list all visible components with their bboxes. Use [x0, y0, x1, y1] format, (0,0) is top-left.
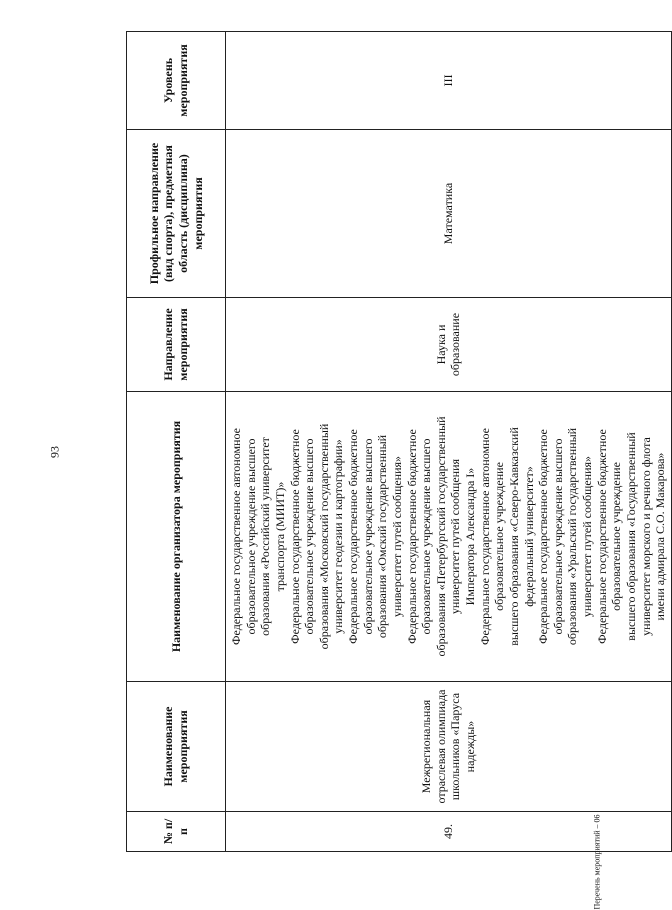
cell-direction: Наука и образование [226, 298, 672, 392]
organizer-line: имени адмирала С.О. Макарова» [653, 452, 668, 621]
header-row [127, 32, 226, 852]
events-table [126, 31, 672, 852]
organizer-line: образовательное учреждение [609, 462, 624, 611]
organizer-line: Федеральное государственное бюджетное [594, 429, 609, 644]
header-level: Уровень мероприятия [127, 32, 226, 130]
table-row [226, 32, 672, 852]
table-body [226, 32, 672, 852]
organizer-line: Федеральное государственное бюджетное [536, 429, 551, 644]
organizer-line: образования «Петербургский государственный [433, 416, 448, 657]
organizer-line: образовательное учреждение высшего [302, 438, 317, 635]
organizer-line: университет путей сообщения [448, 458, 463, 615]
cell-level: III [226, 32, 672, 130]
organizer-line: Федеральное государственное бюджетное [346, 429, 360, 644]
organizer-line: Федеральное государственное бюджетное [287, 429, 302, 644]
organizer-line: Федеральное государственное бюджетное [404, 429, 419, 644]
organizer-line: университет геодезии и картографии» [331, 439, 346, 634]
organizer-line: высшего образования «Государственный [623, 432, 638, 641]
organizer-line: федеральный университет» [521, 466, 536, 607]
organizer-line: образования «Московский государственный [316, 423, 331, 650]
cell-num: 49. [226, 812, 672, 852]
cell-event-name: Межрегиональная отраслевая олимпиада школьников «Паруса надежды» [226, 682, 672, 812]
header-event-name: Наименование мероприятия [127, 682, 226, 812]
organizer-line: Императора Александра I» [463, 467, 477, 606]
cell-organizer [226, 392, 672, 682]
organizer-line: образования «Уральский государственный [565, 427, 580, 646]
organizer-line: Федеральное государственное автономное [229, 428, 243, 645]
organizer-line: Федеральное государственное автономное [477, 428, 492, 645]
organizer-line: университет путей сообщения» [580, 455, 594, 618]
organizer-line: образовательное учреждение высшего [419, 438, 434, 635]
table-header [127, 32, 226, 852]
footer-text: Перечень мероприятий – 06 [592, 814, 602, 910]
events-table-container [126, 32, 668, 852]
header-organizer: Наименование организатора мероприятия [127, 392, 226, 682]
organizer-line: университет путей сообщения» [389, 455, 404, 618]
organizer-line: образовательное учреждение высшего [360, 438, 375, 635]
organizer-line: образования «Российский университет [258, 437, 273, 636]
organizer-line: образования «Омский государственный [375, 434, 390, 639]
cell-profile: Математика [226, 130, 672, 298]
header-profile: Профильное направление (вид спорта), предметная область (дисциплина) мероприятия [127, 130, 226, 298]
organizer-line: высшего образования «Северо-Кавказский [506, 427, 521, 646]
organizer-line: транспорта (МИИТ)» [272, 481, 287, 592]
header-direction: Направление мероприятия [127, 298, 226, 392]
organizer-line: образовательное учреждение высшего [243, 438, 258, 635]
organizer-line: университет морского и речного флота [638, 437, 653, 636]
page-number: 93 [47, 446, 62, 458]
header-num: № п/п [127, 812, 226, 852]
organizer-line: образовательное учреждение [492, 462, 507, 611]
organizer-line: образовательное учреждение высшего [550, 438, 565, 635]
